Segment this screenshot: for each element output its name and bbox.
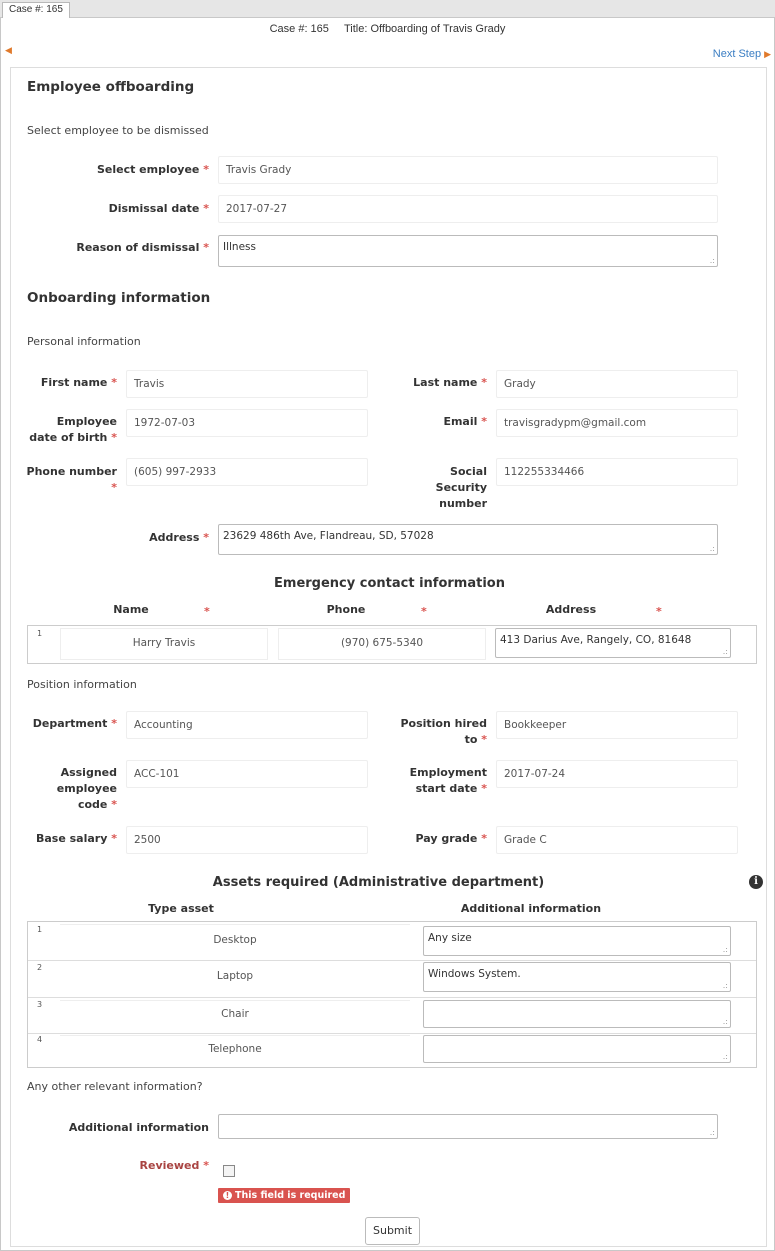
info-icon[interactable]: i (749, 875, 763, 889)
emergency-col-address: Address (545, 603, 597, 616)
position-subtitle: Position information (27, 678, 137, 691)
ssn-label: Social Security number (435, 465, 487, 510)
reason-label: Reason of dismissal * (76, 241, 209, 254)
phone-label: Phone number * (26, 465, 117, 494)
previous-step-arrow-icon[interactable]: ◀ (5, 46, 12, 56)
error-icon: ! (223, 1191, 232, 1200)
department-field[interactable]: Accounting (126, 711, 368, 739)
emergency-col-phone: Phone (326, 603, 366, 616)
case-number: Case #: 165 (269, 23, 329, 35)
offboarding-subtitle: Select employee to be dismissed (27, 124, 209, 137)
asset-info-value: Windows System. (428, 968, 521, 980)
asset-info-textarea[interactable] (423, 1035, 731, 1063)
first-name-label: First name * (40, 376, 117, 389)
onboarding-title: Onboarding information (27, 290, 211, 306)
assets-grid (27, 921, 757, 1068)
emergency-grid (27, 625, 757, 664)
dismissal-date-label: Dismissal date * (108, 202, 209, 215)
tab-bar (0, 0, 775, 18)
last-name-field[interactable]: Grady (496, 370, 738, 398)
error-text: This field is required (235, 1190, 346, 1201)
personal-subtitle: Personal information (27, 335, 141, 348)
email-label: Email * (443, 415, 487, 428)
emergency-col-name: Name (113, 603, 149, 616)
dismissal-date-field[interactable]: 2017-07-27 (218, 195, 718, 223)
assets-title: Assets required (Administrative department) (212, 875, 545, 890)
emergency-phone-value: (970) 675-5340 (340, 637, 424, 649)
address-label: Address * (149, 531, 209, 544)
case-title: Title: Offboarding of Travis Grady (343, 23, 506, 35)
asset-type-value: Desktop (213, 934, 257, 946)
address-textarea[interactable] (218, 524, 718, 555)
reviewed-checkbox[interactable] (223, 1165, 235, 1177)
row-divider (28, 997, 756, 998)
employee-code-label: Assigned employee code * (56, 766, 117, 811)
asset-type-value: Laptop (216, 970, 254, 982)
department-label: Department * (32, 717, 117, 730)
pay-grade-field[interactable]: Grade C (496, 826, 738, 854)
resize-grip-icon[interactable]: .: (722, 647, 728, 656)
resize-grip-icon[interactable]: .: (722, 945, 728, 954)
dob-label: Employee date of birth * (29, 415, 117, 444)
employee-code-field[interactable]: ACC-101 (126, 760, 368, 788)
phone-field[interactable]: (605) 997-2933 (126, 458, 368, 486)
ssn-field[interactable]: 112255334466 (496, 458, 738, 486)
position-hired-field[interactable]: Bookkeeper (496, 711, 738, 739)
base-salary-label: Base salary * (35, 832, 117, 845)
asset-info-textarea[interactable] (423, 1000, 731, 1028)
resize-grip-icon[interactable]: .: (709, 1128, 715, 1137)
position-hired-label: Position hired to * (400, 717, 487, 746)
pay-grade-label: Pay grade * (415, 832, 487, 845)
select-employee-label: Select employee * (96, 163, 209, 176)
emergency-title: Emergency contact information (274, 576, 505, 591)
row-divider (28, 1033, 756, 1034)
asset-info-textarea[interactable] (423, 926, 731, 956)
submit-button[interactable]: Submit (365, 1217, 420, 1245)
assets-col-info: Additional information (460, 902, 602, 915)
start-date-field[interactable]: 2017-07-24 (496, 760, 738, 788)
asset-type-value: Telephone (208, 1043, 262, 1055)
form-panel (10, 67, 767, 1247)
asset-info-value: Any size (428, 932, 472, 944)
additional-info-textarea[interactable] (218, 1114, 718, 1139)
first-name-field[interactable]: Travis (126, 370, 368, 398)
reviewed-label: Reviewed * (139, 1159, 209, 1172)
assets-col-type: Type asset (148, 902, 214, 915)
emergency-name-value: Harry Travis (132, 637, 196, 649)
row-number: 4 (37, 1035, 43, 1044)
emergency-address-value: 413 Darius Ave, Rangely, CO, 81648 (500, 634, 692, 646)
emergency-phone-required: * (421, 605, 427, 618)
row-divider (28, 960, 756, 961)
row-number: 3 (37, 1000, 43, 1009)
emergency-name-required: * (204, 605, 210, 618)
resize-grip-icon[interactable]: .: (709, 544, 715, 553)
resize-grip-icon[interactable]: .: (722, 1017, 728, 1026)
asset-type-value: Chair (221, 1008, 249, 1020)
dob-field[interactable]: 1972-07-03 (126, 409, 368, 437)
emergency-address-required: * (656, 605, 662, 618)
row-number: 1 (37, 925, 43, 934)
resize-grip-icon[interactable]: .: (709, 256, 715, 265)
row-number: 2 (37, 963, 43, 972)
offboarding-title: Employee offboarding (27, 79, 195, 95)
base-salary-field[interactable]: 2500 (126, 826, 368, 854)
email-field[interactable]: travisgradypm@gmail.com (496, 409, 738, 437)
last-name-label: Last name * (413, 376, 487, 389)
reason-value: Illness (223, 241, 256, 253)
row-number: 1 (37, 629, 43, 638)
asset-info-textarea[interactable] (423, 962, 731, 992)
required-error-badge (218, 1188, 350, 1203)
start-date-label: Employment start date * (409, 766, 487, 795)
case-header (0, 23, 775, 35)
resize-grip-icon[interactable]: .: (722, 981, 728, 990)
select-employee-field[interactable]: Travis Grady (218, 156, 718, 184)
next-step-link[interactable] (713, 48, 771, 60)
other-question: Any other relevant information? (27, 1080, 203, 1093)
emergency-address-textarea[interactable] (495, 628, 731, 658)
additional-info-label: Additional information (68, 1121, 209, 1134)
resize-grip-icon[interactable]: .: (722, 1052, 728, 1061)
address-value: 23629 486th Ave, Flandreau, SD, 57028 (223, 530, 434, 542)
next-arrow-icon[interactable]: ▶ (764, 49, 771, 59)
tab-case[interactable]: Case #: 165 (2, 2, 70, 18)
reason-textarea[interactable] (218, 235, 718, 267)
next-step-label[interactable]: Next Step (712, 48, 762, 60)
